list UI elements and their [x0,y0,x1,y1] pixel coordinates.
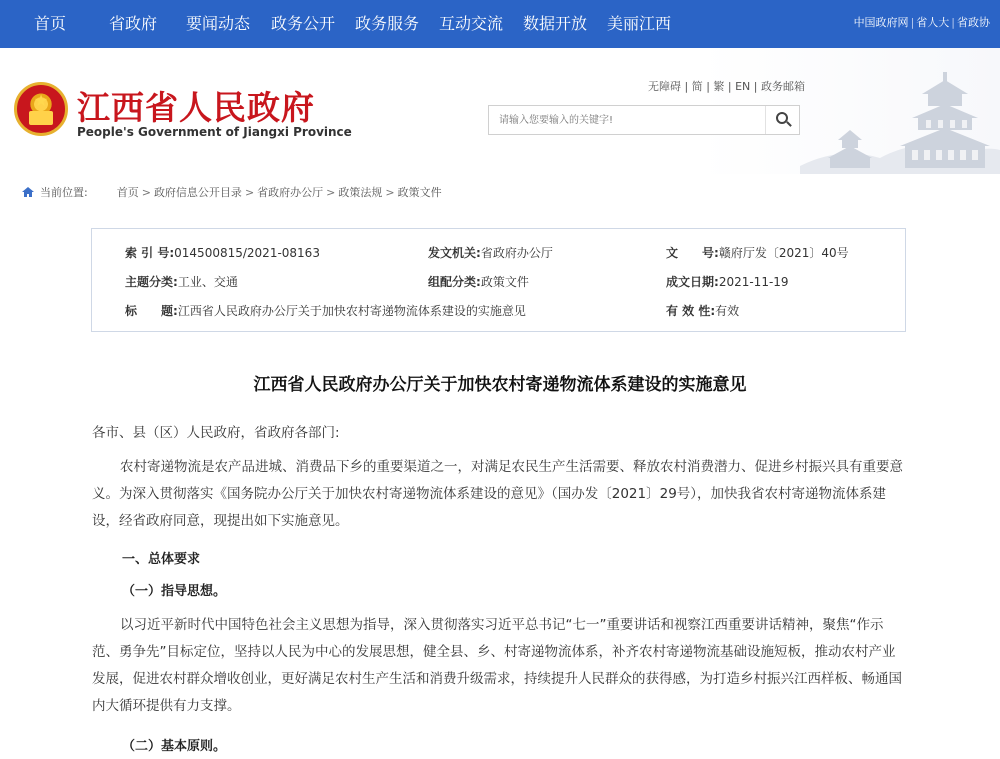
simplified-chinese-link[interactable]: 简 [691,80,703,93]
home-icon [22,187,34,197]
category-row: 组配分类:政策文件 [428,275,529,289]
date-row: 成文日期:2021-11-19 [666,275,789,289]
search-button[interactable] [765,106,799,134]
nav-item-beautiful-jiangxi[interactable]: 美丽江西 [607,14,672,33]
document-info-table [91,228,906,332]
topic-row: 主题分类:工业、交通 [125,275,238,289]
nav-item-home[interactable]: 首页 [34,14,67,33]
index-number-row: 索 引 号:014500815/2021-08163 [125,246,320,260]
document-number-row: 文 号:赣府厅发〔2021〕40号 [666,246,849,260]
nav-item-gov-affairs-open[interactable]: 政务公开 [271,14,336,33]
title-row: 标 题:江西省人民政府办公厅关于加快农村寄递物流体系建设的实施意见 [125,304,526,318]
site-title[interactable]: 江西省人民政府 [77,88,315,127]
quick-link-china-gov[interactable]: 中国政府网 [853,16,909,29]
article-intro-paragraph: 农村寄递物流是农产品进城、消费品下乡的重要渠道之一，对满足农民生产生活需要、释放农村消费潜力、促进乡村振兴具有重要意义。为深入贯彻落实《国务院办公厅关于加快农村寄递物流体系建设的意见》（国办发〔2021〕29号），加快我省农村寄递物流体系建设，经省政府同意，现提出如下实施意见。 [92,459,903,529]
quick-links: 中国政府网 | 省人大 | 省政协 [853,16,990,29]
search-box [488,105,800,135]
topic-value: 工业、交通 [177,275,238,289]
validity-value: 有效 [715,304,740,318]
site-header [0,48,1000,174]
site-subtitle: People's Government of Jiangxi Province [77,125,352,139]
nav-item-news[interactable]: 要闻动态 [186,14,251,33]
nav-item-province-gov[interactable]: 省政府 [109,14,158,33]
pavilion-decoration-image [800,66,1000,174]
section-heading-general-requirements: 一、总体要求 [122,552,201,567]
national-emblem-icon[interactable]: ★ [14,82,68,136]
article-salutation: 各市、县（区）人民政府，省政府各部门: [92,425,340,441]
breadcrumb-policy-regulations[interactable]: 政策法规 [338,186,383,199]
nav-item-gov-services[interactable]: 政务服务 [355,14,420,33]
validity-row: 有 效 性:有效 [666,304,740,318]
category-value: 政策文件 [480,275,529,289]
utility-links: 无障碍 | 简 | 繁 | EN | 政务邮箱 [648,80,805,93]
breadcrumb-home[interactable]: 首页 [116,186,139,199]
subsection-heading-guiding-ideology: （一）指导思想。 [122,584,227,599]
date-value: 2021-11-19 [718,275,789,289]
article-title: 江西省人民政府办公厅关于加快农村寄递物流体系建设的实施意见 [253,375,747,395]
english-link[interactable]: EN [735,80,751,93]
index-number-value: 014500815/2021-08163 [174,246,320,260]
search-input[interactable] [489,106,764,134]
breadcrumb-info-catalog[interactable]: 政府信息公开目录 [153,186,242,199]
breadcrumb-policy-documents[interactable]: 政策文件 [397,186,442,199]
issuer-row: 发文机关:省政府办公厅 [428,246,553,260]
guiding-ideology-paragraph: 以习近平新时代中国特色社会主义思想为指导，深入贯彻落实习近平总书记“七一”重要讲话和视察江西重要讲话精神，聚焦“作示范、勇争先”目标定位，坚持以人民为中心的发展思想，健全县、乡、村寄递物流体系，补齐农村寄递物流基础设施短板，推动农村产业发展，促进农村群众增收创业，更好满足农村生产生活和消费升级需求，持续提升人民群众的获得感，为打造乡村振兴江西样板、畅通国内大循环提供有力支撑。 [92,617,902,714]
top-nav-bar [0,0,1000,48]
subsection-heading-basic-principles: （二）基本原则。 [122,739,227,754]
breadcrumb: 当前位置: 首页 > 政府信息公开目录 > 省政府办公厅 > 政策法规 > 政策文件 [22,184,442,200]
breadcrumb-general-office[interactable]: 省政府办公厅 [257,186,324,199]
quick-link-cppcc[interactable]: 省政协 [957,16,990,29]
quick-link-npc[interactable]: 省人大 [916,16,950,29]
issuer-value: 省政府办公厅 [480,246,553,260]
gov-mailbox-link[interactable]: 政务邮箱 [761,80,805,93]
title-value: 江西省人民政府办公厅关于加快农村寄递物流体系建设的实施意见 [177,304,526,318]
nav-item-open-data[interactable]: 数据开放 [523,14,588,33]
breadcrumb-label: 当前位置: [40,186,88,199]
traditional-chinese-link[interactable]: 繁 [713,80,725,93]
nav-item-interaction[interactable]: 互动交流 [439,14,504,33]
accessibility-link[interactable]: 无障碍 [648,80,681,93]
document-number-value: 赣府厅发〔2021〕40号 [718,246,849,260]
